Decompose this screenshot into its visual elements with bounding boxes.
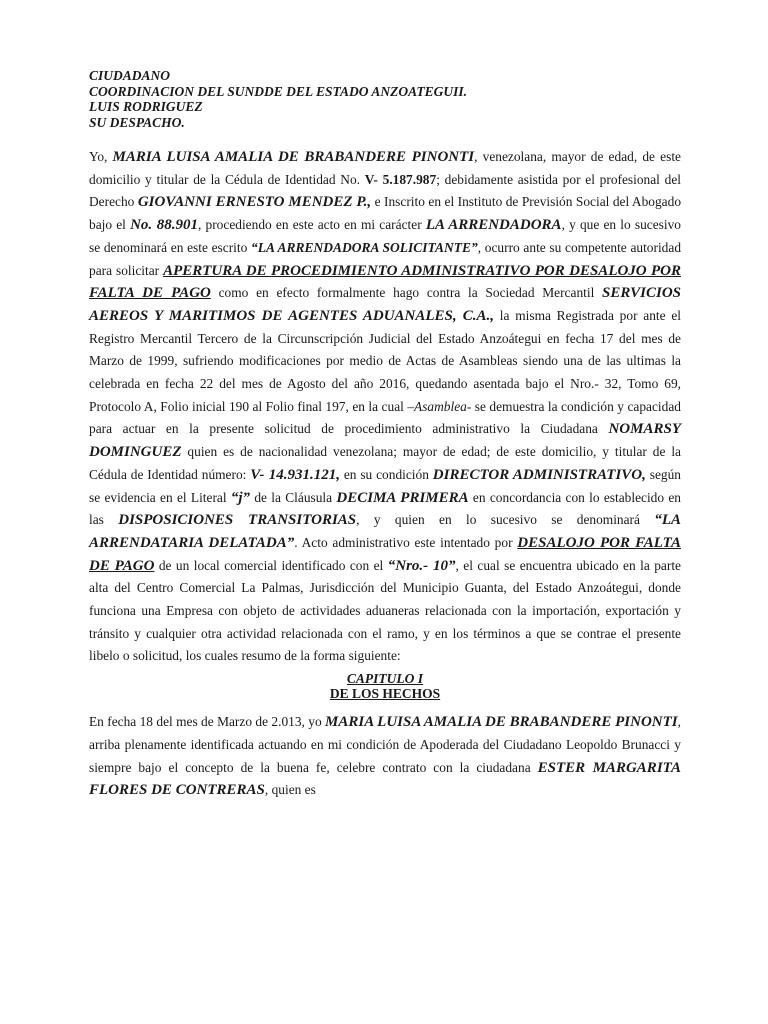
text-span: en concordancia con lo establecido en las	[89, 489, 682, 528]
lawyer-registry-number: No. 88.901	[130, 217, 198, 234]
company-name: SERVICIOS AEREOS Y MARITIMOS DE AGENTES ADUANALES, C.A.,	[89, 285, 681, 324]
premises-number: “Nro.- 10”	[387, 557, 456, 574]
text-span: según se evidencia en el Literal	[89, 466, 681, 505]
chapter-subtitle: DE LOS HECHOS	[329, 685, 441, 701]
counterparty-name: ESTER MARGARITA FLORES DE CONTRERAS	[89, 759, 681, 799]
transitory-provisions: DISPOSICIONES TRANSITORIAS	[118, 512, 357, 529]
header-line-office: SU DESPACHO.	[89, 114, 185, 130]
header-line-citizen: CIUDADANO	[89, 68, 171, 83]
role-landlord-applicant: “LA ARRENDADORA SOLICITANTE”	[250, 239, 478, 255]
text-span: la misma Registrada por ante el Registro Mercantil Tercero de la Circunscripción Judicial del Estado Anzoátegui en fecha 17 del mes de Marzo de 1999, sufriendo modificaciones por medio de Actas de Asambleas siendo una de las ultimas la celebrada en fecha 22 del mes de Agosto del año 2016, quedando asentada bajo el Nro.- 32, Tomo 69, Protocolo A, Folio inicial 190 al Folio final 197, en la cual	[89, 307, 681, 414]
opening-paragraph	[89, 146, 681, 668]
text-span: en su condición	[339, 466, 433, 482]
role-landlord: LA ARRENDADORA	[425, 217, 562, 234]
header-line-coordination: COORDINACION DEL SUNDDE DEL ESTADO ANZOATEGUII.	[89, 83, 468, 99]
applicant-name: MARIA LUISA AMALIA DE BRABANDERE PINONTI	[112, 149, 475, 165]
assembly-note: –Asamblea-	[407, 398, 472, 414]
text-span: , ocurro ante su competente autoridad para solicitar	[89, 239, 682, 278]
text-span: e Inscrito en el Instituto de Previsión Social del Abogado bajo el	[89, 194, 682, 233]
text-span: , procediendo en este acto en mi carácter	[198, 217, 426, 233]
text-span: , arriba plenamente identificada actuando en mi condición de Apoderada del Ciudadano Leopoldo Brunacci y siempre bajo el concepto de la buena fe, celebre contrato con la ciudadana	[89, 714, 681, 775]
text-span: , y quien en lo sucesivo se denominará	[356, 512, 655, 528]
director-title: DIRECTOR ADMINISTRATIVO,	[432, 466, 646, 483]
text-span: de la Cláusula	[250, 489, 337, 505]
procedure-request: APERTURA DE PROCEDIMIENTO ADMINISTRATIVO POR DESALOJO POR FALTA DE PAGO	[89, 262, 681, 302]
text-span: , el cual se encuentra ubicado en la parte alta del Centro Comercial La Palmas, Jurisdicción del Municipio Guanta, del Estado Anzoátegui, donde funciona una Empresa con objeto de actividades aduaneras relacionada con la importación, exportación y tránsito y cualquier otra actividad relacionada con el ramo, y en los términos a que se contrae el presente libelo o solicitud, los cuales resumo de la forma siguiente:	[89, 557, 681, 664]
facts-paragraph	[89, 711, 681, 802]
text-span: Yo,	[89, 149, 113, 164]
text-span: como en efecto formalmente hago contra la Sociedad Mercantil	[210, 285, 603, 301]
text-span: se demuestra la condición y capacidad para actuar en la presente solicitud de procedimiento administrativo la Ciudadana	[89, 398, 681, 437]
text-span: , y que en lo sucesivo se denominará en este escrito	[89, 217, 681, 255]
text-span: ; debidamente asistida por el profesional del Derecho	[89, 171, 681, 210]
eviction-reason: DESALOJO POR FALTA DE PAGO	[89, 534, 681, 574]
applicant-name: MARIA LUISA AMALIA DE BRABANDERE PINONTI	[325, 714, 678, 731]
lawyer-name: GIOVANNI ERNESTO MENDEZ P.,	[137, 194, 372, 211]
text-span: , venezolana, mayor de edad, de este domicilio y titular de la Cédula de Identidad No.	[89, 149, 681, 187]
director-name: NOMARSY DOMINGUEZ	[89, 421, 681, 461]
text-span: quien es de nacionalidad venezolana; mayor de edad; de este domicilio, y titular de la Cédula de Identidad número:	[89, 444, 681, 482]
addressee-header	[89, 68, 681, 130]
clause-reference: DECIMA PRIMERA	[336, 489, 469, 506]
text-span: En fecha 18 del mes de Marzo de 2.013, yo	[89, 714, 326, 730]
applicant-id-number: V- 5.187.987	[364, 171, 437, 187]
role-tenant: “LA ARRENDATARIA DELATADA”	[89, 512, 681, 551]
director-id-number: V- 14.931.121,	[250, 466, 340, 483]
chapter-heading	[89, 672, 681, 701]
document-page	[89, 68, 681, 802]
literal-reference: “j”	[230, 489, 251, 506]
text-span: , quien es	[264, 782, 316, 798]
text-span: . Acto administrativo este intentado por	[294, 534, 518, 550]
header-line-name: LUIS RODRIGUEZ	[89, 99, 203, 114]
text-span: de un local comercial identificado con el	[154, 557, 388, 573]
chapter-title: CAPITULO I	[346, 671, 424, 687]
